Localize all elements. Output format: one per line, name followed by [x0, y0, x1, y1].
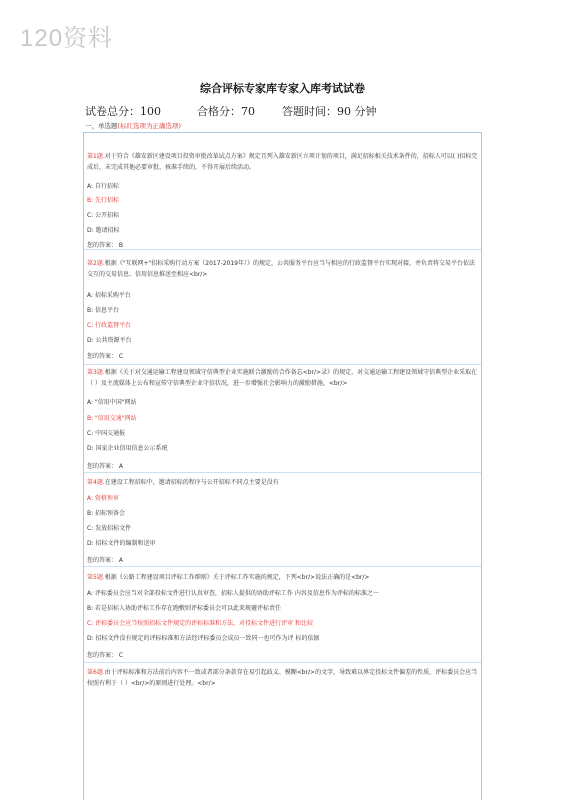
question-stem: 由于评标标准和方法前后内容不一致或者部分条款存在易引起歧义、模糊<br/>的文字，导致难以界定投标文件偏差的性质，评标委员会应当按照有利于（ ）<br/>的原则进行处理。<br/> [87, 669, 478, 687]
question-2 [87, 258, 479, 280]
time-limit: 答题时间：90 分钟 [282, 105, 377, 118]
question-number: 第1题. [87, 153, 105, 160]
your-answer: 您的答案： C [87, 353, 124, 360]
questions-panel [83, 132, 482, 800]
pass-score: 合格分：70 [197, 105, 255, 118]
question-3 [87, 367, 479, 389]
section-heading [85, 121, 181, 130]
your-answer: 您的答案： A [87, 463, 124, 470]
divider [84, 472, 481, 473]
option-d[interactable]: D: 招标文件没有规定的评标标准和方法经评标委员会成员一致同一也可作为评 标的依据 [87, 635, 320, 642]
option-b[interactable]: B: 招标预备会 [87, 510, 126, 517]
option-d[interactable]: D: 国家企业信用信息公示系统 [87, 445, 168, 452]
question-4 [87, 477, 479, 488]
your-answer: 您的答案： B [87, 242, 124, 249]
option-a[interactable]: A: "信用中国"网站 [87, 399, 137, 406]
question-stem: 根据《公路工程建设项目评标工作细则》关于评标工作实施的规定，下列<br/>说法正确的是<br/> [104, 574, 370, 581]
option-c[interactable]: C: 行政监督平台 [87, 322, 132, 329]
option-a[interactable]: A: 招标采购平台 [87, 292, 131, 299]
option-a[interactable]: A: 评标委员会应当对全部投标文件进行认真审查，招标人提供的协助评标工作 内容及信息作为评标的标准之一 [87, 590, 379, 597]
your-answer: 您的答案： C [87, 652, 124, 659]
option-c[interactable]: C: 评标委员会应当按照招标文件规定的评标标准和方法，对投标文件进行评审 和比较 [87, 620, 314, 627]
option-a[interactable]: A: 自行招标 [87, 183, 119, 190]
option-d[interactable]: D: 公共资源平台 [87, 337, 132, 344]
option-d[interactable]: D: 招标文件的编制和送审 [87, 540, 156, 547]
question-stem: 根据《"互联网+"招标采购行动方案（2017-2019年）》的规定，公共服务平台应当与相应的行政监督平台实现对接，并负责将交易平台依法交互的交易信息、信用信息推送至相应<br/> [87, 260, 475, 278]
divider [84, 566, 481, 567]
option-b[interactable]: B: 信息平台 [87, 307, 120, 314]
option-b[interactable]: B: 先行招标 [87, 197, 120, 204]
option-c[interactable]: C: 公开招标 [87, 212, 120, 219]
option-c[interactable]: C: 中国交通报 [87, 430, 126, 437]
divider [84, 662, 481, 663]
your-answer: 您的答案： A [87, 557, 124, 564]
question-number: 第3题. [87, 369, 105, 376]
page-title: 综合评标专家库专家入库考试试卷 [200, 82, 365, 95]
option-b[interactable]: B: 若是招标人协助评标工作存在跑敷则评标委员会可以此来规避评标责任 [87, 605, 282, 612]
total-score: 试卷总分：100 [85, 105, 161, 118]
section-note: (标红选项为正确选项) [117, 122, 182, 130]
question-number: 第5题. [87, 574, 105, 581]
question-number: 第6题. [87, 669, 105, 676]
option-c[interactable]: C: 发放招标文件 [87, 525, 132, 532]
question-stem: 根据《关于对交通运输工程建设领域守信典型企业实施联合激励的合作备忘<br/>录》的规定，对交通运输工程建设领域守信典型企业采取在（ ）及主流媒体上公布和宣传守信典型企业守信状况，进一步增强社会影响力的激励措施。<br/> [87, 369, 478, 387]
exam-meta [85, 103, 377, 119]
section-label: 一、单选题 [85, 122, 118, 130]
question-stem: 在建设工程招标中，邀请招标的程序与公开招标不同点主要是没有 [104, 479, 279, 486]
question-5 [87, 572, 479, 583]
option-a[interactable]: A: 资格预审 [87, 495, 119, 502]
divider [84, 364, 481, 365]
option-b[interactable]: B: "信用交通"网站 [87, 415, 137, 422]
question-number: 第2题. [87, 260, 105, 267]
option-d[interactable]: D: 邀请招标 [87, 227, 120, 234]
watermark-logo: 120资料 [20, 25, 114, 52]
question-number: 第4题. [87, 479, 105, 486]
question-6 [87, 667, 479, 689]
divider [84, 249, 481, 250]
question-stem: 对于符合《雄安新区建设项目投资审批改革试点方案》规定且列入雄安新区立项计划的项目，满足招标相关技术条件的，招标人可以( )招标完成后，未完成其他必要审批、核准手续的，不得开展后续活动。 [87, 153, 478, 171]
question-1 [87, 151, 479, 173]
